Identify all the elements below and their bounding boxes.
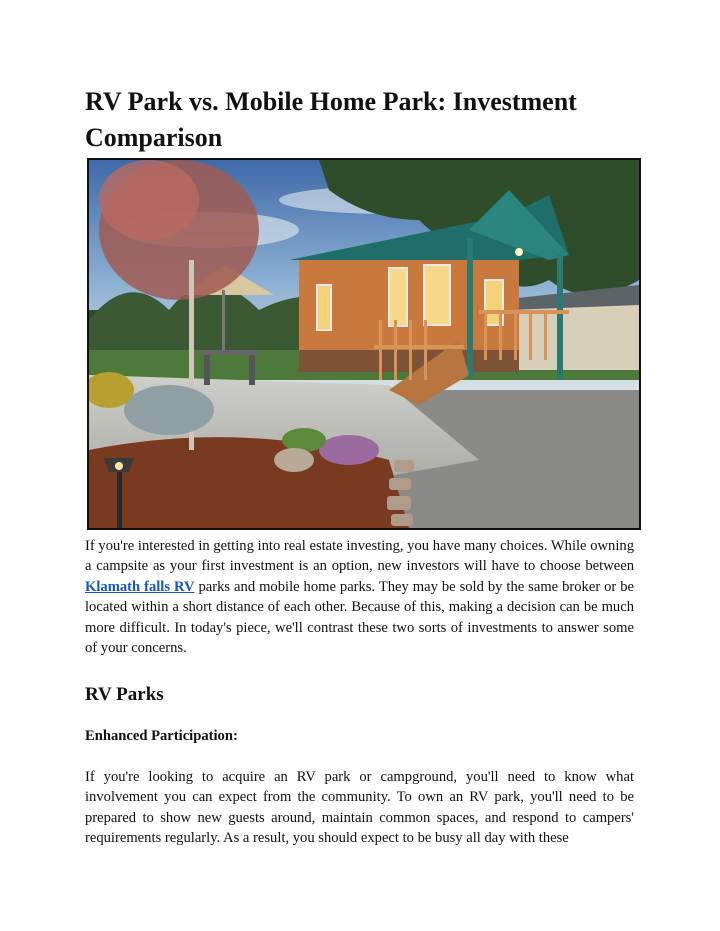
intro-text-after-link: parks and mobile home parks. They may be sold by the same broker or be located within a short distance of each other. Because of this, making a decision can be much more difficult. In today's piece, we'll contrast these two sorts of investments to answer some of your concerns.: [85, 578, 634, 657]
section-heading-rv-parks: RV Parks: [85, 684, 164, 705]
subheading-enhanced-participation: Enhanced Participation:: [85, 728, 238, 744]
intro-text-before-link: If you're interested in getting into real estate investing, you have many choices. While owning a campsite as your first investment is an option, new investors will have to choose between: [85, 538, 634, 575]
klamath-falls-rv-link[interactable]: Klamath falls RV: [85, 578, 195, 595]
article-title: RV Park vs. Mobile Home Park: Investment Comparison: [85, 87, 577, 152]
cabin-illustration: [89, 160, 639, 528]
cabin-photo: [87, 158, 641, 530]
intro-paragraph: [85, 536, 634, 658]
body-paragraph: If you're looking to acquire an RV park or campground, you'll need to know what involvement you can expect from the community. To own an RV park, you'll need to be prepared to show new guests around, maintain common spaces, and respond to campers' requirements regularly. As a result, you should expect to be busy all day with these: [85, 769, 634, 847]
